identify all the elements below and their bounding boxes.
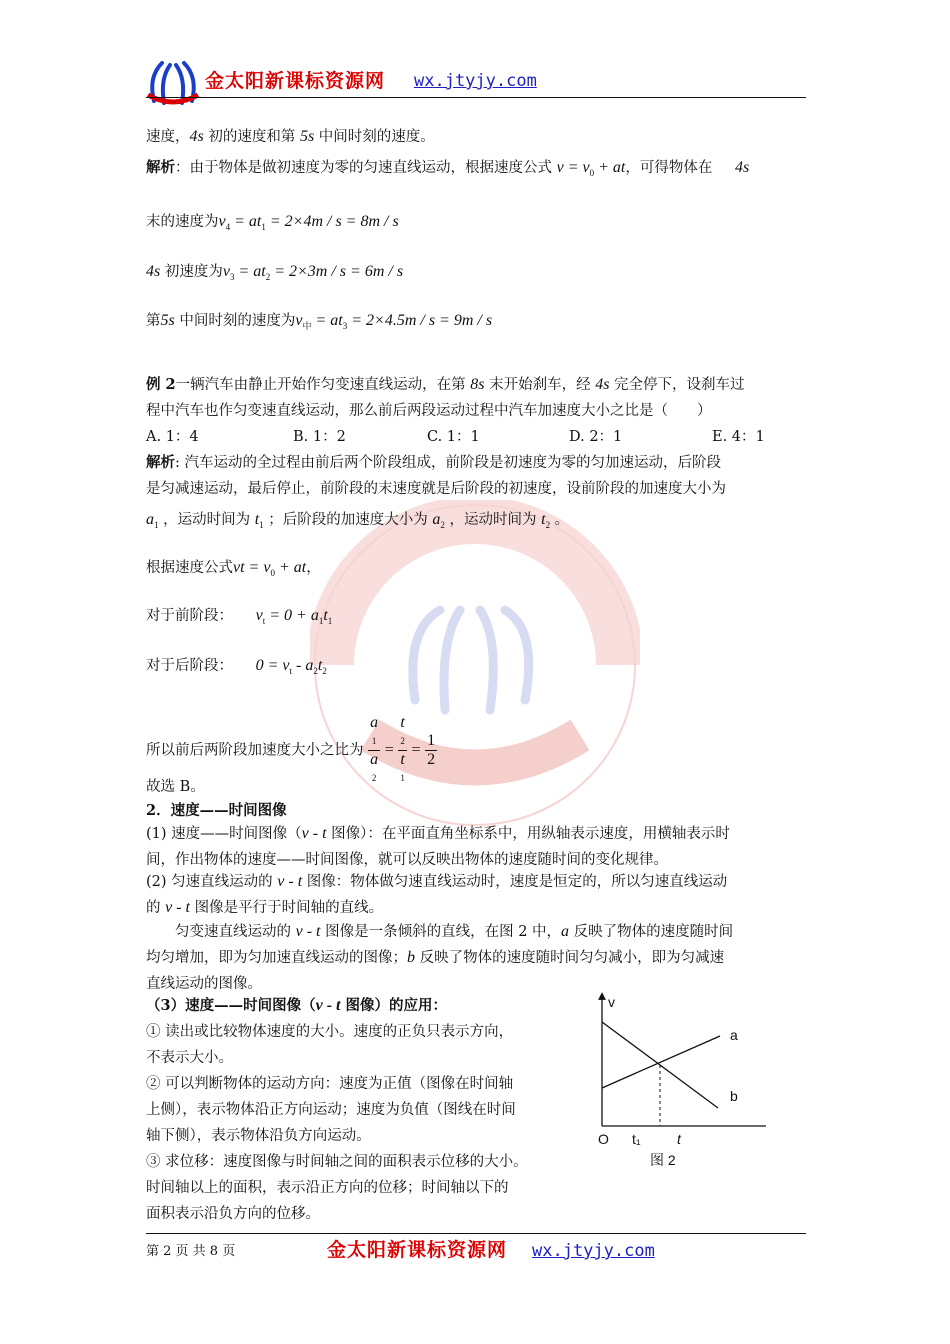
v4-line: 末的速度为$v_4 = at_1 = 2\times 4m / s = 8m / s$ bbox=[146, 213, 399, 232]
solution-1-line: 解析：由于物体是做初速度为零的匀速直线运动，根据速度公式 $v = v_0$ + at，可得物体在 4s bbox=[146, 159, 750, 178]
footer-page-number: 第 2 页 共 8 页 bbox=[146, 1244, 236, 1259]
para-1-line-2: 间，作出物体的速度——时间图像，就可以反映出物体的速度随时间的变化规律。 bbox=[146, 852, 668, 868]
para-2-line-2: 的 v - t 图像是平行于时间轴的直线。 bbox=[146, 899, 384, 916]
solution-1-label: 解析 bbox=[146, 159, 175, 176]
footer-brand: 金太阳新课标资源网 bbox=[327, 1239, 508, 1261]
app-2-line-2: 上侧），表示物体沿正方向运动；速度为负值（图线在时间 bbox=[146, 1102, 516, 1118]
para-4-title: （3）速度——时间图像（v - t 图像）的应用： bbox=[146, 997, 448, 1014]
app-3-line-3: 面积表示沿负方向的位移。 bbox=[146, 1206, 320, 1222]
para-1-line-1: (1) 速度——时间图像（v - t 图像）：在平面直角坐标系中，用纵轴表示速度，用横轴表示时 bbox=[146, 825, 730, 842]
app-2-line-3: 轴下侧），表示物体沿负方向运动。 bbox=[146, 1128, 371, 1144]
para-3-line-3: 直线运动的图像。 bbox=[146, 976, 262, 992]
section-2-title: 2．速度——时间图像 bbox=[146, 802, 287, 819]
graph-line-b-label: b bbox=[730, 1088, 738, 1104]
solution-2-line-3: $a_1$ ，运动时间为 $t_1$ ；后阶段的加速度大小为 $a_2$ ，运动时间为 $t_2$ 。 bbox=[146, 511, 570, 530]
app-3-line-1: ③ 求位移：速度图像与时间轴之间的面积表示位移的大小。 bbox=[146, 1154, 528, 1170]
option-a: A. 1：4 bbox=[146, 429, 199, 445]
footer-divider bbox=[146, 1233, 806, 1234]
graph-line-a-label: a bbox=[730, 1027, 738, 1043]
app-1-line-2: 不表示大小。 bbox=[146, 1050, 233, 1066]
footer-url-link[interactable]: wx.jtyjy.com bbox=[532, 1241, 655, 1261]
logo-icon bbox=[144, 55, 202, 109]
app-1-line-1: ① 读出或比较物体速度的大小。速度的正负只表示方向， bbox=[146, 1024, 514, 1040]
example-2-line-2: 程中汽车也作匀变速直线运动，那么前后两段运动过程中汽车加速度大小之比是（ ） bbox=[146, 403, 712, 419]
front-stage-line: 对于前阶段： $v_t = 0 + a_1t_1$ bbox=[146, 607, 333, 626]
ratio-line: 所以前后两阶段加速度大小之比为 a 1 a 2 = t 2 t 1 = $\frac{1}{2}$ bbox=[146, 714, 436, 783]
header-divider bbox=[146, 97, 806, 98]
intro-line: 速度，4s 初的速度和第 5s 中间时刻的速度。 bbox=[146, 128, 435, 145]
app-2-line-1: ② 可以判断物体的运动方向：速度为正值（图像在时间轴 bbox=[146, 1076, 514, 1092]
back-stage-line: 对于后阶段： $0 = v_t - a_2t_2$ bbox=[146, 657, 327, 676]
graph-origin-label: O bbox=[598, 1131, 609, 1147]
header-brand: 金太阳新课标资源网 bbox=[205, 70, 386, 92]
v3-line: 4s 初速度为$v_3 = at_2 = 2\times 3m / s = 6m / s$ bbox=[146, 263, 404, 282]
para-3-line-2: 均匀增加，即为匀加速直线运动的图像；b 反映了物体的速度随时间匀匀减小，即为匀减速 bbox=[146, 949, 725, 966]
graph-y-label: v bbox=[608, 994, 615, 1010]
solution-2-line-2: 是匀减速运动，最后停止，前阶段的末速度就是后阶段的初速度，设前阶段的加速度大小为 bbox=[146, 481, 726, 497]
para-2-line-1: (2) 匀速直线运动的 v - t 图像：物体做匀速直线运动时，速度是恒定的，所以匀速直线运动 bbox=[146, 873, 728, 890]
answer-line: 故选 B。 bbox=[146, 779, 205, 795]
line-a bbox=[602, 1036, 720, 1088]
graph-t1-label: t₁ bbox=[632, 1131, 641, 1147]
formula-line: 根据速度公式vt = $v_0$ + at， bbox=[146, 559, 321, 578]
solution-2-line-1: 解析: 汽车运动的全过程由前后两个阶段组成，前阶段是初速度为零的匀加速运动，后阶段 bbox=[146, 454, 721, 471]
header-url-link[interactable]: wx.jtyjy.com bbox=[414, 71, 537, 91]
figure-caption: 图 2 bbox=[650, 1152, 676, 1168]
formula-v: $v = v_0$ + at bbox=[556, 159, 626, 178]
para-3-line-1: 匀变速直线运动的 v - t 图像是一条倾斜的直线，在图 2 中，a 反映了物体的速度随时间 bbox=[146, 923, 734, 940]
v5-line: 第5s 中间时刻的速度为$v_中 = at_3 = 2\times 4.5m / s = 9m / s$ bbox=[146, 312, 493, 331]
option-d: D. 2：1 bbox=[569, 429, 623, 445]
example-2-line-1: 例 2一辆汽车由静止开始作匀变速直线运动，在第 8s 末开始刹车，经 4s 完全停下，设刹车过 bbox=[146, 376, 745, 393]
graph-t-label: t bbox=[677, 1131, 681, 1147]
app-3-line-2: 时间轴以上的面积，表示沿正方向的位移；时间轴以下的 bbox=[146, 1180, 509, 1196]
option-e: E. 4：1 bbox=[712, 429, 765, 445]
option-b: B. 1：2 bbox=[293, 429, 346, 445]
option-c: C. 1：1 bbox=[427, 429, 480, 445]
